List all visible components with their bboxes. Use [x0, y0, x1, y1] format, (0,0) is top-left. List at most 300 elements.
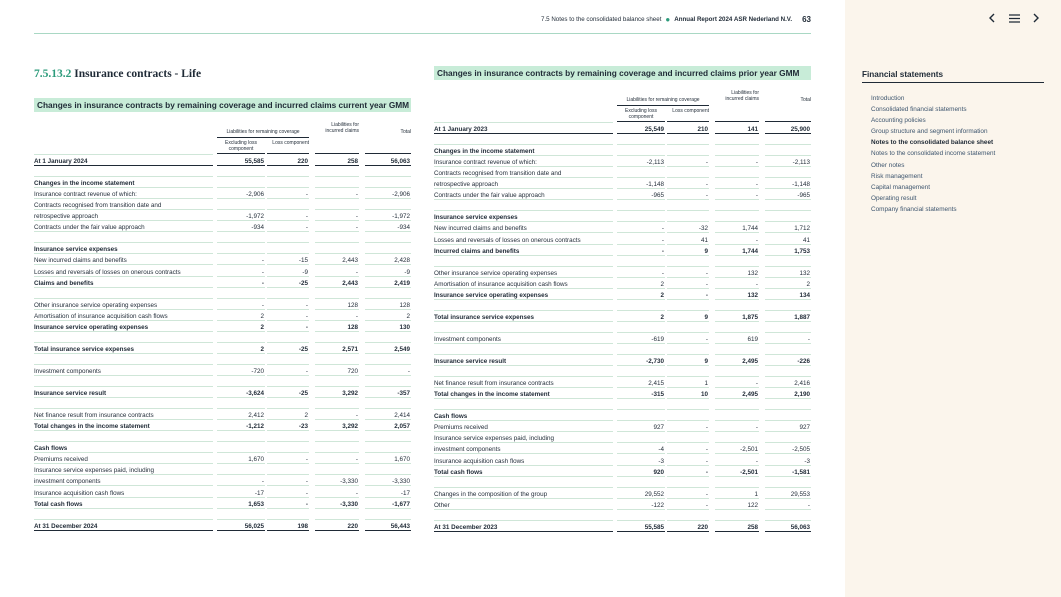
cell-value: 2,443 [342, 279, 358, 287]
row-label: Insurance service expenses [434, 214, 518, 222]
cell-rule [365, 530, 411, 531]
table-row [34, 453, 411, 464]
column-header-incurred-claims: Liabilities for incurred claims [325, 122, 359, 135]
row-label: Insurance service operating expenses [34, 323, 149, 331]
table-title-current-year: Changes in insurance contracts by remaining coverage and incurred claims current year GMM [34, 98, 411, 112]
cell-value: - [755, 192, 758, 200]
section-name: Insurance contracts - Life [74, 68, 202, 80]
cell-value: -315 [651, 391, 664, 399]
column-header-rule [617, 105, 709, 106]
cell-value: 132 [747, 291, 758, 299]
cell-value: 1,875 [742, 313, 758, 321]
table-row [434, 178, 811, 189]
cell-value: - [305, 367, 308, 375]
cell-rule [267, 530, 309, 531]
cell-value: -2,113 [646, 159, 664, 167]
table-row [34, 277, 411, 288]
cell-value: - [261, 268, 264, 276]
cell-value: -1,972 [246, 213, 264, 221]
cell-value: 141 [747, 126, 758, 133]
sidebar-item[interactable]: Company financial statements [871, 205, 957, 213]
cell-value: - [355, 489, 358, 497]
row-label: Contracts recognised from transition date and [34, 202, 162, 210]
cell-value: -17 [254, 489, 264, 497]
cell-value: - [705, 501, 708, 509]
sidebar-item[interactable]: Operating result [871, 194, 917, 202]
table-title-prior-year: Changes in insurance contracts by remaining coverage and incurred claims prior year GMM [434, 66, 811, 80]
column-header-total: Total [400, 129, 411, 135]
cell-value: - [705, 335, 708, 343]
cell-value: 25,549 [644, 126, 664, 133]
row-label: At 1 January 2023 [434, 126, 488, 133]
row-label: Cash flows [434, 413, 468, 421]
table-row [434, 399, 811, 410]
sidebar [845, 0, 1061, 597]
table-row [34, 520, 411, 531]
table-row [434, 355, 811, 366]
row-label: Investment components [434, 335, 501, 343]
cell-value: - [305, 456, 308, 464]
cell-value: - [705, 446, 708, 454]
cell-value: 2 [660, 291, 664, 299]
cell-value: - [355, 224, 358, 232]
cell-value: 2,428 [394, 257, 410, 265]
cell-value: -25 [298, 345, 308, 353]
cell-value: - [261, 478, 264, 486]
sidebar-item[interactable]: Introduction [871, 95, 905, 102]
row-label: Losses and reversals of losses on onerous contracts [34, 268, 181, 276]
row-label: At 31 December 2024 [34, 522, 98, 530]
cell-value: - [705, 490, 708, 498]
cell-value: 56,443 [390, 522, 410, 530]
table-row [434, 322, 811, 333]
cell-value: 3,292 [342, 423, 358, 431]
column-rule [217, 153, 265, 154]
row-label: Other [434, 501, 450, 509]
table-row [434, 344, 811, 355]
table-row [434, 432, 811, 443]
row-label: Total changes in the income statement [434, 391, 550, 399]
column-rule [667, 121, 709, 122]
page-number: 63 [802, 15, 811, 24]
cell-value: - [705, 159, 708, 167]
cell-rule [765, 531, 811, 532]
sidebar-item[interactable]: Group structure and segment information [871, 128, 988, 136]
cell-value: 2,495 [742, 391, 758, 399]
cell-value: 29,553 [790, 490, 810, 498]
cell-value: 1,887 [794, 313, 810, 321]
column-header-total: Total [800, 97, 811, 103]
cell-value: 41 [700, 236, 708, 244]
cell-value: 720 [347, 367, 358, 375]
cell-value: -2,501 [740, 468, 758, 476]
cell-rule [617, 531, 665, 532]
sidebar-item[interactable]: Risk management [871, 172, 923, 180]
cell-value: 134 [799, 291, 810, 299]
table-row [434, 167, 811, 178]
cell-value: -3 [658, 457, 664, 465]
cell-value: 220 [297, 158, 308, 165]
cell-value: -934 [251, 224, 264, 232]
cell-value: 1,753 [794, 247, 810, 255]
row-label: investment components [434, 446, 501, 454]
cell-value: - [661, 269, 664, 277]
cell-value: 2 [304, 412, 308, 420]
cell-value: - [355, 456, 358, 464]
menu-icon[interactable] [1006, 11, 1022, 25]
cell-value: 220 [347, 522, 358, 530]
cell-value: -4 [658, 446, 664, 454]
sidebar-item[interactable]: Capital management [871, 183, 930, 191]
cell-value: -965 [651, 192, 664, 200]
row-label: Contracts under the fair value approach [434, 192, 545, 200]
cell-value: - [355, 312, 358, 320]
cell-value: -357 [397, 390, 410, 398]
cell-value: 2,495 [742, 358, 758, 366]
cell-value: -934 [397, 224, 410, 232]
cell-value: 9 [704, 247, 708, 255]
row-rule [34, 530, 213, 531]
cell-value: 2,443 [342, 257, 358, 265]
cell-value: 2,415 [648, 380, 664, 388]
cell-value: 9 [704, 313, 708, 321]
column-header-lrc: Liabilities for remaining coverage [226, 129, 300, 135]
cell-value: -1,581 [792, 468, 810, 476]
cell-value: 122 [747, 501, 758, 509]
sidebar-title: Financial statements [862, 70, 1044, 83]
table-row [34, 420, 411, 431]
cell-value: - [407, 367, 410, 375]
row-label: New incurred claims and benefits [34, 257, 127, 265]
row-label: Changes in the income statement [434, 148, 535, 156]
row-label: Amortisation of insurance acquisition cash flows [434, 280, 568, 288]
table-row [34, 498, 411, 509]
row-label: Changes in the income statement [34, 180, 135, 188]
column-header-rule [217, 137, 309, 138]
table-row [434, 477, 811, 488]
cell-value: 2 [260, 323, 264, 331]
row-label: Insurance service result [434, 358, 507, 366]
cell-value: - [705, 181, 708, 189]
cell-value: - [705, 457, 708, 465]
cell-value: - [305, 489, 308, 497]
table-row [34, 199, 411, 210]
cell-value: 25,900 [790, 126, 810, 133]
row-label: Net finance result from insurance contracts [434, 380, 554, 388]
cell-value: -2,113 [792, 159, 810, 167]
row-label: Premiums received [34, 456, 88, 464]
row-rule [434, 531, 613, 532]
cell-value: 1,712 [794, 225, 810, 233]
table-row [434, 488, 811, 499]
cell-value: 132 [747, 269, 758, 277]
cell-value: 1,653 [248, 500, 264, 508]
cell-value: -9 [404, 268, 410, 276]
cell-value: 2,571 [342, 345, 358, 353]
cell-value: 56,063 [390, 158, 410, 165]
header-divider [34, 33, 811, 34]
table-row [434, 200, 811, 211]
cell-rule [315, 530, 359, 531]
table-row [434, 278, 811, 289]
sidebar-item[interactable]: Other notes [871, 161, 905, 169]
table-row [434, 222, 811, 233]
cell-rule [217, 530, 265, 531]
cell-rule [715, 531, 759, 532]
cell-value: - [755, 181, 758, 189]
column-header-incurred-claims: Liabilities for incurred claims [725, 90, 759, 103]
cell-value: 2 [260, 312, 264, 320]
row-label: Insurance acquisition cash flows [434, 457, 525, 465]
cell-value: - [305, 323, 308, 331]
cell-value: 619 [747, 335, 758, 343]
cell-value: 920 [653, 468, 664, 476]
row-label: Incurred claims and benefits [434, 247, 520, 255]
row-label: Changes in the composition of the group [434, 490, 548, 498]
cell-value: 1,744 [742, 247, 758, 255]
row-label: Amortisation of insurance acquisition cash flows [34, 312, 168, 320]
cell-value: - [705, 280, 708, 288]
cell-value: 1,670 [394, 456, 410, 464]
table-row [434, 123, 811, 134]
column-header-loss: Loss component [672, 108, 709, 114]
cell-value: 41 [802, 236, 810, 244]
column-rule [765, 121, 811, 122]
cell-value: - [661, 225, 664, 233]
row-label: Insurance service expenses [34, 246, 118, 254]
cell-value: - [705, 424, 708, 432]
row-label: retrospective approach [34, 213, 99, 221]
table-row [434, 245, 811, 256]
table-row [434, 189, 811, 200]
row-label: Insurance contract revenue of which: [434, 159, 537, 167]
table-row [434, 443, 811, 454]
table-row [434, 311, 811, 322]
table-row [434, 156, 811, 167]
cell-value: - [305, 301, 308, 309]
table-row [34, 475, 411, 486]
cell-value: -3,624 [246, 390, 264, 398]
cell-value: -9 [302, 268, 308, 276]
row-label: retrospective approach [434, 181, 499, 189]
row-label: Cash flows [34, 445, 68, 453]
row-label: At 1 January 2024 [34, 158, 88, 165]
cell-value: 2,419 [394, 279, 410, 287]
row-label: Insurance service result [34, 390, 107, 398]
page-header [541, 15, 811, 24]
cell-value: - [705, 192, 708, 200]
cell-value: 2 [806, 280, 810, 288]
cell-value: - [261, 257, 264, 265]
table-row [434, 510, 811, 521]
cell-value: 2 [260, 345, 264, 353]
table-row [34, 409, 411, 420]
table-row [34, 177, 411, 188]
cell-value: -619 [651, 335, 664, 343]
cell-value: 132 [799, 269, 810, 277]
cell-value: - [755, 236, 758, 244]
row-label: Insurance service expenses paid, including [34, 467, 155, 475]
cell-value: 2,414 [394, 412, 410, 420]
cell-value: 2 [660, 280, 664, 288]
section-number: 7.5.13.2 [34, 68, 72, 80]
table-row [434, 234, 811, 245]
row-label: Insurance acquisition cash flows [34, 489, 125, 497]
cell-value: - [755, 280, 758, 288]
cell-value: 258 [747, 523, 758, 531]
table-row [34, 155, 411, 166]
table-row [434, 466, 811, 477]
sidebar-item[interactable]: Consolidated financial statements [871, 106, 967, 114]
row-label: Total insurance service expenses [434, 313, 534, 321]
table-row [34, 221, 411, 232]
table-row [434, 388, 811, 399]
row-label: Insurance service expenses paid, including [434, 435, 555, 443]
cell-value: - [661, 247, 664, 255]
cell-value: 927 [653, 424, 664, 432]
table-row [34, 310, 411, 321]
table-row [34, 487, 411, 498]
cell-value: -17 [400, 489, 410, 497]
table-row [434, 410, 811, 421]
cell-value: -1,212 [246, 423, 264, 431]
cell-value: - [807, 335, 810, 343]
cell-value: 258 [347, 158, 358, 165]
cell-value: -122 [651, 501, 664, 509]
header-section[interactable]: 7.5 Notes to the consolidated balance sheet [541, 16, 662, 23]
cell-value: -226 [797, 358, 810, 366]
cell-value: -2,505 [792, 446, 810, 454]
table-row [434, 256, 811, 267]
cell-value: - [807, 501, 810, 509]
table-row [34, 464, 411, 475]
table-row [34, 365, 411, 376]
row-label: New incurred claims and benefits [434, 225, 527, 233]
cell-value: 1 [754, 490, 758, 498]
table-row [434, 377, 811, 388]
row-label: Investment components [34, 367, 101, 375]
cell-value: -1,148 [646, 181, 664, 189]
column-rule [715, 121, 759, 122]
cell-value: -1,148 [792, 181, 810, 189]
cell-value: - [755, 457, 758, 465]
cell-value: 2,057 [394, 423, 410, 431]
cell-value: 9 [704, 358, 708, 366]
cell-value: - [261, 301, 264, 309]
column-header-lrc: Liabilities for remaining coverage [626, 97, 700, 103]
row-label: Contracts recognised from transition date and [434, 170, 562, 178]
table-row [434, 289, 811, 300]
cell-value: -23 [298, 423, 308, 431]
cell-value: -15 [298, 257, 308, 265]
row-label: Total changes in the income statement [34, 423, 150, 431]
cell-value: - [305, 478, 308, 486]
column-header-loss: Loss component [272, 140, 309, 146]
nav-controls [984, 11, 1044, 25]
table-row [34, 332, 411, 343]
row-label: investment components [34, 478, 101, 486]
cell-value: - [755, 424, 758, 432]
table-row [434, 134, 811, 145]
row-label: Insurance contract revenue of which: [34, 191, 137, 199]
cell-value: - [705, 468, 708, 476]
sidebar-item[interactable]: Notes to the consolidated income statement [871, 150, 996, 158]
cell-value: 2 [406, 312, 410, 320]
cell-value: -2,730 [646, 358, 664, 366]
cell-value: 128 [399, 301, 410, 309]
cell-value: -965 [797, 192, 810, 200]
cell-value: 3,292 [342, 390, 358, 398]
sidebar-item[interactable]: Notes to the consolidated balance sheet [871, 139, 994, 147]
cell-value: 2,549 [394, 345, 410, 353]
cell-value: -2,906 [392, 191, 410, 199]
cell-value: 220 [697, 523, 708, 531]
column-rule [315, 153, 359, 154]
cell-value: -720 [251, 367, 264, 375]
cell-value: - [355, 213, 358, 221]
row-label: Losses and reversals of losses on onerous contracts [434, 236, 581, 244]
table-row [34, 188, 411, 199]
cell-value: 128 [347, 323, 358, 331]
table-row [34, 376, 411, 387]
table-row [34, 321, 411, 332]
table-row [34, 398, 411, 409]
cell-value: 29,552 [644, 490, 664, 498]
table-row [434, 300, 811, 311]
cell-value: 2,190 [794, 391, 810, 399]
cell-value: -3,330 [340, 500, 358, 508]
cell-value: 1,744 [742, 225, 758, 233]
cell-value: -3 [804, 457, 810, 465]
cell-value: 210 [697, 126, 708, 133]
cell-value: - [705, 291, 708, 299]
previous-page-icon[interactable] [984, 11, 1000, 25]
table-row [34, 288, 411, 299]
table-row [434, 333, 811, 344]
cell-value: 55,585 [244, 158, 264, 165]
table-row [434, 267, 811, 278]
cell-value: -25 [298, 390, 308, 398]
cell-value: -1,972 [392, 213, 410, 221]
cell-value: - [355, 191, 358, 199]
cell-value: -32 [698, 225, 708, 233]
cell-value: - [305, 224, 308, 232]
table-row [434, 366, 811, 377]
row-label: Other insurance service operating expenses [434, 269, 558, 277]
cell-value: -3,330 [392, 478, 410, 486]
column-header-excluding-loss: Excluding loss component [625, 108, 657, 121]
column-rule [365, 153, 411, 154]
row-label: Total cash flows [34, 500, 83, 508]
cell-value: -1,677 [392, 500, 410, 508]
header-separator-dot: ● [665, 14, 671, 24]
cell-value: -25 [298, 279, 308, 287]
row-label: At 31 December 2023 [434, 523, 498, 531]
cell-value: 1,670 [248, 456, 264, 464]
next-page-icon[interactable] [1028, 11, 1044, 25]
cell-value: -2,501 [740, 446, 758, 454]
table-row [434, 211, 811, 222]
table-row [34, 210, 411, 221]
row-label: Contracts under the fair value approach [34, 224, 145, 232]
header-report-title: Annual Report 2024 ASR Nederland N.V. [674, 16, 793, 23]
cell-value: -3,330 [340, 478, 358, 486]
sidebar-item[interactable]: Accounting policies [871, 117, 926, 125]
cell-value: 198 [297, 522, 308, 530]
row-label: Total cash flows [434, 468, 483, 476]
table-row [34, 166, 411, 177]
cell-value: 130 [399, 323, 410, 331]
